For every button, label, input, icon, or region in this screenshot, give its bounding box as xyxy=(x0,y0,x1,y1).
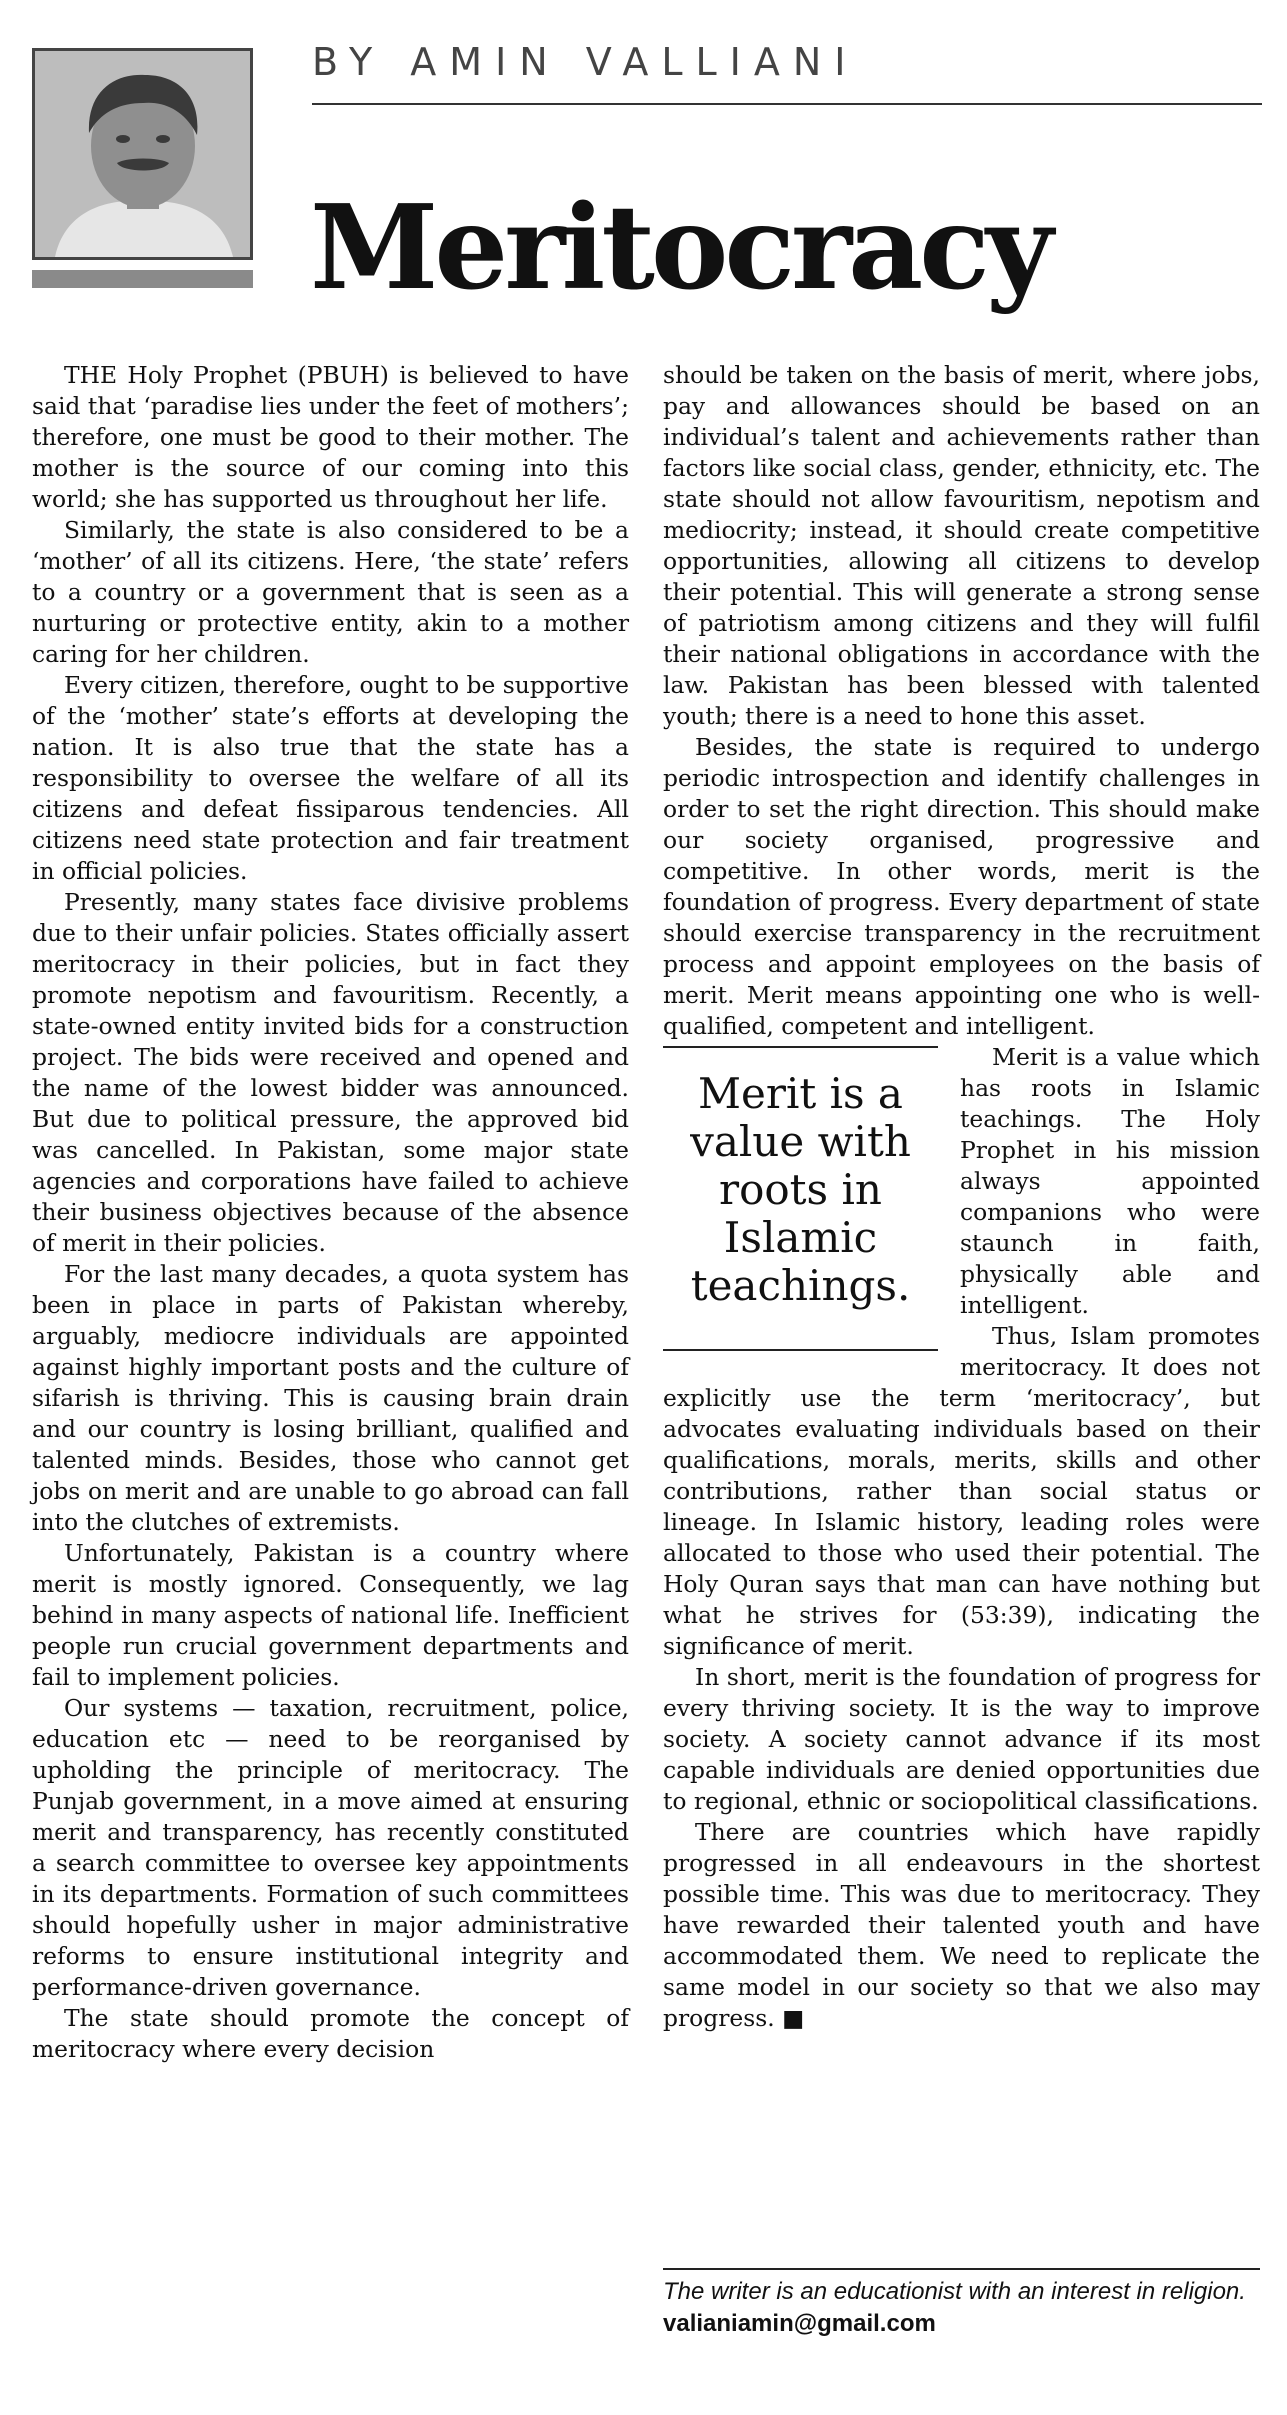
article-paragraph: For the last many decades, a quota system has been in place in parts of Pakistan whereby, arguably, mediocre individuals are appointed against highly important posts and the culture of sifarish is thriving. This is causing brain drain and our country is losing brilliant, qualified and talented minds. Besides, those who cannot get jobs on merit and are unable to go abroad can fall into the clutches of extremists. xyxy=(32,1260,629,1536)
article-paragraph: Unfortunately, Pakistan is a country where merit is mostly ignored. Consequently, we lag behind in many aspects of national life. Inefficient people run crucial government departments and fail to implement policies. xyxy=(32,1539,629,1691)
author-email[interactable]: valianiamin@gmail.com xyxy=(663,2310,936,2337)
article-paragraph: Thus, Islam promotes meritocracy. It does not explicitly use the term ‘meritocracy’, but advocates evaluating individuals based on their qualifications, morals, merits, skills and other contributions, rather than social status or lineage. In Islamic history, leading roles were allocated to those who used their potential. The Holy Quran says that man can have nothing but what he strives for (53:39), indicating the significance of merit. xyxy=(663,1322,1260,1660)
article-paragraph: There are countries which have rapidly progressed in all endeavours in the shortest possible time. This was due to meritocracy. They have rewarded their talented youth and have accommodated them. We need to replicate the same model in our society so that we also may progress. ■ xyxy=(663,1818,1260,2032)
author-footer xyxy=(663,2278,1283,2338)
article-paragraph: Our systems — taxation, recruitment, police, education etc — need to be reorganised by upholding the principle of meritocracy. The Punjab government, in a move aimed at ensuring merit and transparency, has recently constituted a search committee to oversee key appointments in its departments. Formation of such committees should hopefully usher in major administrative reforms to ensure institutional integrity and performance-driven governance. xyxy=(32,1694,629,2001)
pull-quote: Merit is a value with roots in Islamic teachings. xyxy=(663,1046,938,1351)
article-paragraph: Merit is a value which has roots in Islamic teachings. The Holy Prophet in his mission always appointed companions who were staunch in faith, physically able and intelligent. xyxy=(960,1043,1260,1319)
article-column-left xyxy=(32,360,629,2385)
author-photo xyxy=(32,48,253,260)
headline: Meritocracy xyxy=(310,180,1050,316)
article-column-right xyxy=(663,360,1260,2270)
article-paragraph: Every citizen, therefore, ought to be supportive of the ‘mother’ state’s efforts at developing the nation. It is also true that the state has a responsibility to oversee the welfare of all its citizens and defeat fissiparous tendencies. All citizens need state protection and fair treatment in official policies. xyxy=(32,671,629,885)
author-bio: The writer is an educationist with an interest in religion. xyxy=(663,2278,1246,2305)
article-paragraph: The state should promote the concept of meritocracy where every decision xyxy=(32,2004,629,2063)
author-portrait xyxy=(35,51,250,257)
article-paragraph: Similarly, the state is also considered to be a ‘mother’ of all its citizens. Here, ‘the state’ refers to a country or a government that is seen as a nurturing or protective entity, akin to a mother caring for her children. xyxy=(32,516,629,668)
article-paragraph: THE Holy Prophet (PBUH) is believed to have said that ‘paradise lies under the feet of mothers’; therefore, one must be good to their mother. The mother is the source of our coming into this world; she has supported us throughout her life. xyxy=(32,361,629,513)
article-paragraph: In short, merit is the foundation of progress for every thriving society. It is the way to improve society. A society cannot advance if its most capable individuals are denied opportunities due to regional, ethnic or sociopolitical classifications. xyxy=(663,1663,1260,1815)
footer-rule xyxy=(663,2268,1260,2270)
byline: BY AMIN VALLIANI xyxy=(312,40,859,84)
photo-caption-bar xyxy=(32,270,253,288)
article-paragraph: Presently, many states face divisive problems due to their unfair policies. States officially assert meritocracy in their policies, but in fact they promote nepotism and favouritism. Recently, a state-owned entity invited bids for a construction project. The bids were received and opened and the name of the lowest bidder was announced. But due to political pressure, the approved bid was cancelled. In Pakistan, some major state agencies and corporations have failed to achieve their business objectives because of the absence of merit in their policies. xyxy=(32,888,629,1257)
article-paragraph: should be taken on the basis of merit, where jobs, pay and allowances should be based on an individual’s talent and achievements rather than factors like social class, gender, ethnicity, etc. The state should not allow favouritism, nepotism and mediocrity; instead, it should create competitive opportunities, allowing all citizens to develop their potential. This will generate a strong sense of patriotism among citizens and they will fulfil their national obligations in accordance with the law. Pakistan has been blessed with talented youth; there is a need to hone this asset. xyxy=(663,361,1260,730)
article-paragraph: Besides, the state is required to undergo periodic introspection and identify challenges in order to set the right direction. This should make our society organised, progressive and competitive. In other words, merit is the foundation of progress. Every department of state should exercise transparency in the recruitment process and appoint employees on the basis of merit. Merit means appointing one who is well-qualified, competent and intelligent. xyxy=(663,733,1260,1040)
byline-rule xyxy=(312,103,1262,105)
